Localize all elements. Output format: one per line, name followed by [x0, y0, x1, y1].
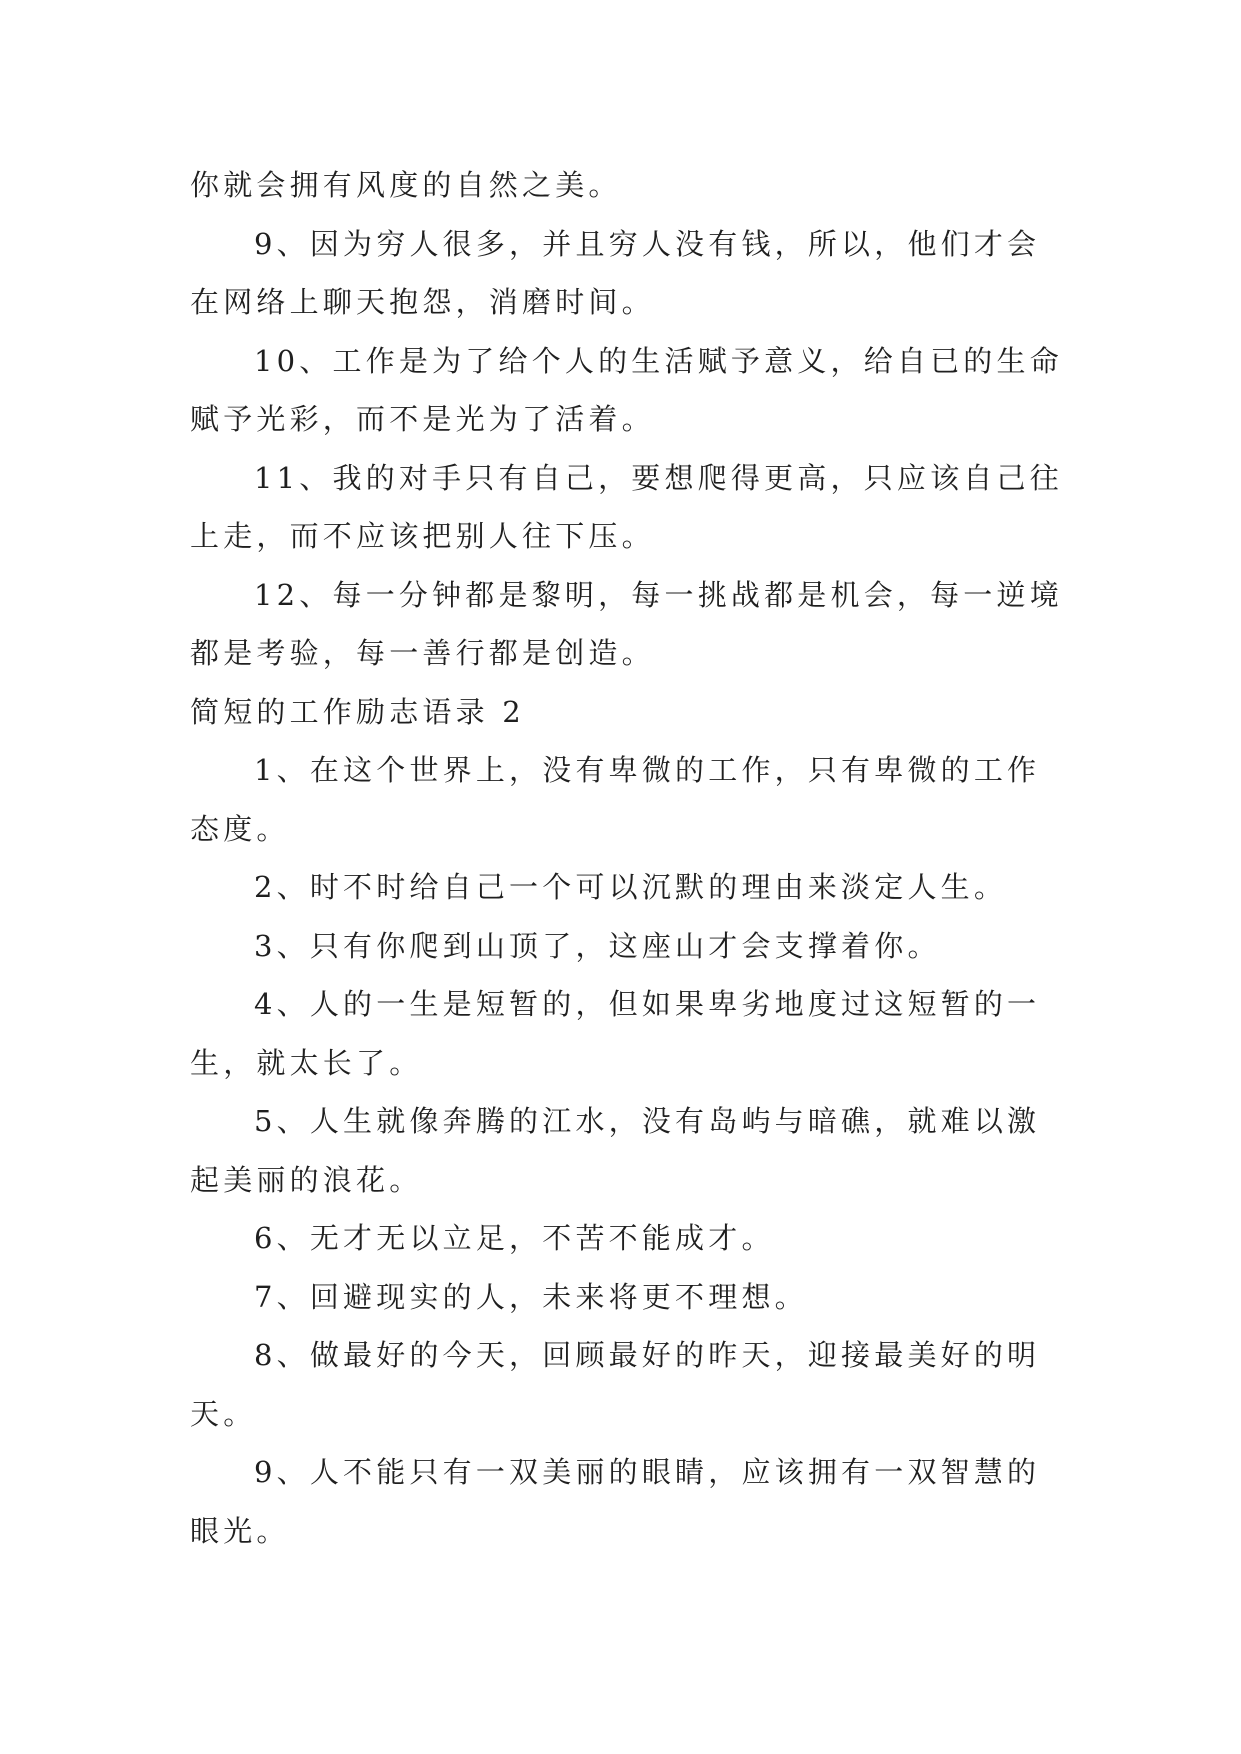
paragraph-line: 7、回避现实的人，未来将更不理想。: [254, 1279, 808, 1314]
paragraph-line: 8、做最好的今天，回顾最好的昨天，迎接最美好的明: [254, 1338, 1041, 1372]
paragraph: [190, 566, 1063, 683]
paragraph-line: 态度。: [190, 811, 290, 846]
paragraph: [190, 917, 1050, 976]
paragraph: [190, 975, 1050, 1092]
paragraph-line: 都是考验，每一善行都是创造。: [190, 636, 655, 670]
paragraph: [190, 215, 1050, 332]
section-heading: 简短的工作励志语录 2: [190, 694, 525, 729]
paragraph-line: 2、时不时给自己一个可以沉默的理由来淡定人生。: [254, 870, 1008, 904]
paragraph-line: 赋予光彩，而不是光为了活着。: [190, 402, 655, 436]
paragraph: [190, 332, 1063, 449]
paragraph: [190, 1209, 1050, 1268]
paragraph-line: 9、因为穷人很多，并且穷人没有钱，所以，他们才会: [254, 226, 1041, 261]
paragraph: [190, 1326, 1050, 1443]
paragraph-line: 11、我的对手只有自己，要想爬得更高，只应该自己往: [254, 460, 1063, 495]
paragraph: [190, 1092, 1050, 1209]
paragraph-line: 3、只有你爬到山顶了，这座山才会支撑着你。: [254, 928, 941, 963]
paragraph-line: 5、人生就像奔腾的江水，没有岛屿与暗礁，就难以激: [254, 1104, 1041, 1138]
paragraph-line: 4、人的一生是短暂的，但如果卑劣地度过这短暂的一: [254, 987, 1041, 1021]
paragraph: [190, 1443, 1050, 1560]
paragraph: [190, 741, 1050, 858]
paragraph: [190, 449, 1063, 566]
document-body: [190, 156, 1063, 1560]
paragraph: [190, 1268, 1050, 1327]
paragraph-line: 眼光。: [190, 1513, 290, 1548]
paragraph-line: 你就会拥有风度的自然之美。: [190, 168, 622, 202]
paragraph-line: 1、在这个世界上，没有卑微的工作，只有卑微的工作: [254, 753, 1041, 787]
paragraph-line: 起美丽的浪花。: [190, 1162, 423, 1197]
paragraph-line: 10、工作是为了给个人的生活赋予意义，给自已的生命: [254, 343, 1063, 378]
paragraph-line: 天。: [190, 1396, 257, 1431]
paragraph-line: 上走，而不应该把别人往下压。: [190, 519, 655, 553]
paragraph: [190, 156, 1050, 215]
paragraph-line: 生，就太长了。: [190, 1045, 423, 1080]
paragraph-line: 在网络上聊天抱怨，消磨时间。: [190, 285, 655, 319]
paragraph-line: 9、人不能只有一双美丽的眼睛，应该拥有一双智慧的: [254, 1455, 1041, 1489]
paragraph-line: 6、无才无以立足，不苦不能成才。: [254, 1221, 775, 1255]
paragraph-line: 12、每一分钟都是黎明，每一挑战都是机会，每一逆境: [254, 577, 1063, 612]
paragraph: [190, 858, 1050, 917]
